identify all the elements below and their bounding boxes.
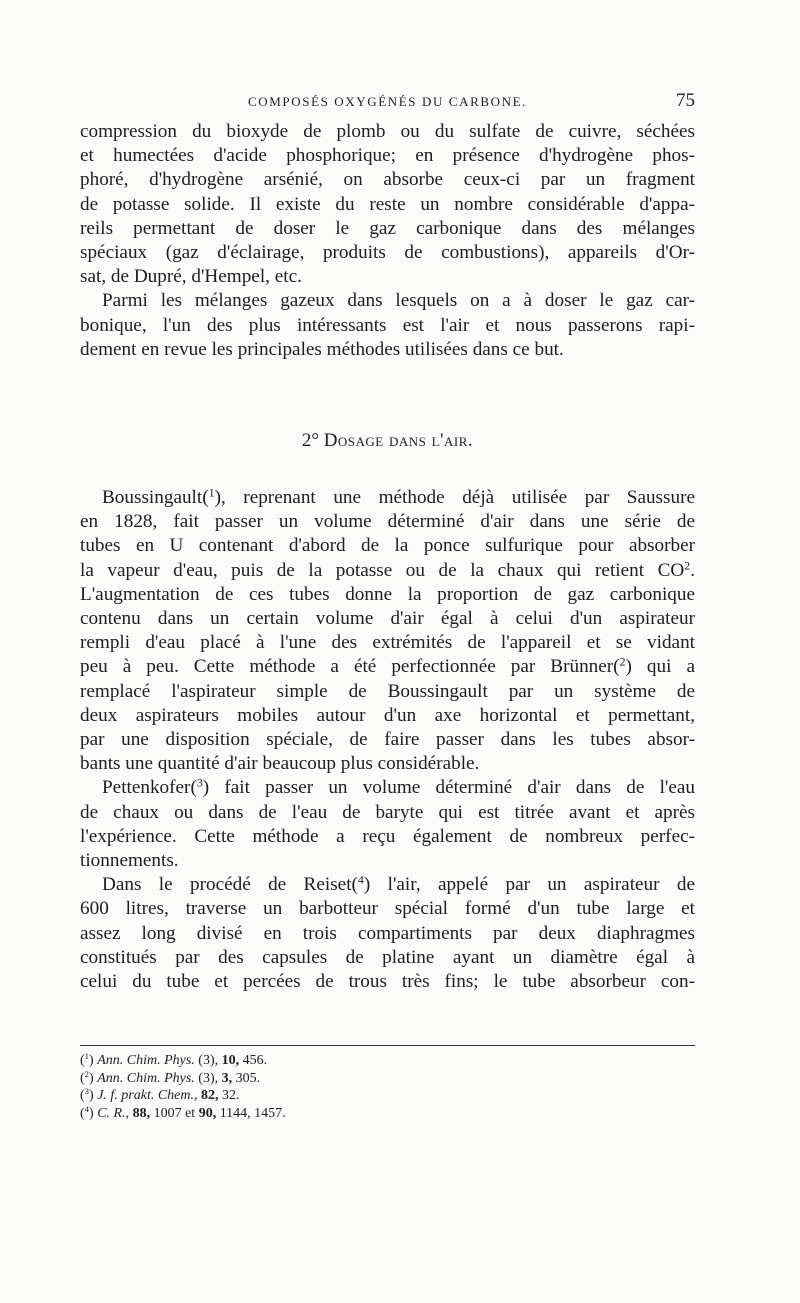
text-line: assez long divisé en trois compartiments par deux diaphragmes: [80, 922, 695, 944]
footnote-volume: 82,: [201, 1088, 219, 1103]
text-line: de potasse solide. Il existe du reste un nombre considérable d'appa-: [80, 193, 695, 215]
text-run: ) qui a: [625, 656, 695, 678]
text-line: remplacé l'aspirateur simple de Boussingault par un système de: [80, 680, 695, 702]
footnote-ref: 3: [196, 775, 203, 790]
running-header: [80, 90, 695, 118]
text-run: .: [690, 559, 695, 581]
section-heading: [80, 430, 695, 452]
section-number: 2°: [301, 430, 319, 451]
text-line: compression du bioxyde de plomb ou du sulfate de cuivre, séchées: [80, 121, 695, 142]
text-line: rempli d'eau placé à l'une des extrémités de l'appareil et se vidant: [80, 632, 695, 654]
text-run: la vapeur d'eau, puis de la potasse ou de la chaux qui retient CO: [80, 559, 685, 581]
text-line: [80, 776, 695, 800]
text-line: [80, 559, 695, 583]
text-run: Pettenkofer(: [102, 777, 197, 799]
text-line: [80, 655, 695, 679]
text-line: sat, de Dupré, d'Hempel, etc.: [80, 266, 302, 288]
footnote-source: C. R.: [97, 1105, 126, 1121]
paragraph-4: [80, 776, 695, 873]
footnote-divider: [80, 1045, 695, 1046]
text-line: constitués par des capsules de platine ayant un diamètre égal à: [80, 946, 695, 968]
text-line: tubes en U contenant d'abord de la ponce sulfurique pour absorber: [80, 535, 695, 557]
footnote-source: Ann. Chim. Phys.: [97, 1053, 195, 1068]
page-number: 75: [676, 90, 695, 111]
footnote-pages: 305.: [235, 1070, 261, 1086]
text-line: bants une quantité d'air beaucoup plus considérable.: [80, 753, 480, 775]
text-run: Boussingault(: [102, 487, 209, 508]
footnote-ref: 2: [619, 654, 626, 669]
text-line: de chaux ou dans de l'eau de baryte qui est titrée avant et après: [80, 801, 695, 823]
footnote-pages: 1144, 1457.: [219, 1105, 286, 1121]
body-text-top: [80, 120, 695, 362]
footnote: ($^4$) C. R., 88, 1007 et 90, 1144, 1457.: [80, 1103, 286, 1121]
paragraph-3: [80, 486, 695, 776]
footnote-volume: 10,: [221, 1053, 240, 1068]
footnote-source: J. f. prakt. Chem.: [97, 1088, 195, 1103]
footnote-mark: 3: [84, 1086, 90, 1097]
text-line: contenu dans un certain volume d'air égal à celui d'un aspirateur: [80, 608, 695, 630]
text-line: dement en revue les principales méthodes utilisées dans ce but.: [80, 338, 564, 360]
footnote-pages: 1007 et: [153, 1105, 196, 1121]
text-line: reils permettant de doser le gaz carbonique dans des mélanges: [80, 217, 695, 239]
text-run: ) fait passer un volume déterminé d'air dans de l'eau: [202, 777, 695, 799]
footnote-mark: 1: [84, 1051, 90, 1062]
text-line: par une disposition spéciale, de faire passer dans les tubes absor-: [80, 729, 695, 751]
body-text-main: [80, 486, 695, 994]
footnote-volume: 90,: [198, 1105, 217, 1121]
text-line: bonique, l'un des plus intéressants est l'air et nous passerons rapi-: [80, 314, 695, 336]
text-run: Dans le procédé de Reiset(: [102, 874, 358, 896]
text-line: [80, 873, 695, 897]
footnote-volume: 3,: [221, 1070, 233, 1086]
text-line: et humectées d'acide phosphorique; en présence d'hydrogène phos-: [80, 145, 695, 167]
footnote-pages: 456.: [242, 1053, 268, 1068]
text-line: [80, 486, 695, 510]
footnote-volume: 88,: [132, 1105, 151, 1121]
text-line: en 1828, fait passer un volume déterminé d'air dans une série de: [80, 511, 695, 533]
text-run: peu à peu. Cette méthode a été perfectionnée par Brünner(: [80, 656, 620, 678]
footnote: ($^3$) J. f. prakt. Chem., 82, 32.: [80, 1086, 240, 1103]
paragraph-2: [80, 289, 695, 362]
text-run: ) l'air, appelé par un aspirateur de: [363, 874, 696, 896]
footnote-source: Ann. Chim. Phys.: [97, 1070, 195, 1086]
footnote-mark: 4: [84, 1103, 90, 1114]
footnote-ref: 4: [357, 872, 364, 887]
running-title: COMPOSÉS OXYGÉNÉS DU CARBONE.: [248, 94, 527, 109]
footnote: ($^1$) Ann. Chim. Phys. (3), 10, 456.: [80, 1051, 268, 1068]
text-line: deux aspirateurs mobiles autour d'un axe horizontal et permettant,: [80, 704, 695, 726]
text-line: 600 litres, traverse un barbotteur spécial formé d'un tube large et: [80, 898, 695, 920]
text-line: L'augmentation de ces tubes donne la proportion de gaz carbonique: [80, 583, 695, 605]
text-line: phoré, d'hydrogène arsénié, on absorbe ceux-ci par un fragment: [80, 169, 695, 191]
footnote-series: ,: [125, 1105, 130, 1121]
section-title: Dosage dans l'air.: [323, 430, 474, 451]
footnote-series: ,: [194, 1088, 198, 1103]
superscript: 2: [684, 558, 691, 573]
footnote-series: (3),: [198, 1070, 219, 1086]
paragraph-5: [80, 873, 695, 994]
footnote-pages: 32.: [222, 1088, 240, 1103]
footnotes: [80, 1052, 695, 1122]
text-line: tionnements.: [80, 850, 179, 872]
text-line: celui du tube et percées de trous très fins; le tube absorbeur con-: [80, 971, 695, 993]
footnote-series: (3),: [198, 1053, 219, 1068]
text-line: Parmi les mélanges gazeux dans lesquels on a à doser le gaz car-: [102, 290, 695, 312]
text-line: l'expérience. Cette méthode a reçu également de nombreux perfec-: [80, 825, 695, 847]
footnote-mark: 2: [84, 1068, 90, 1079]
paragraph-1: [80, 120, 695, 289]
text-run: ), reprenant une méthode déjà utilisée par Saussure: [214, 487, 695, 508]
text-line: spéciaux (gaz d'éclairage, produits de combustions), appareils d'Or-: [80, 242, 695, 264]
footnote: ($^2$) Ann. Chim. Phys. (3), 3, 305.: [80, 1068, 261, 1086]
footnote-ref: 1: [208, 485, 215, 500]
